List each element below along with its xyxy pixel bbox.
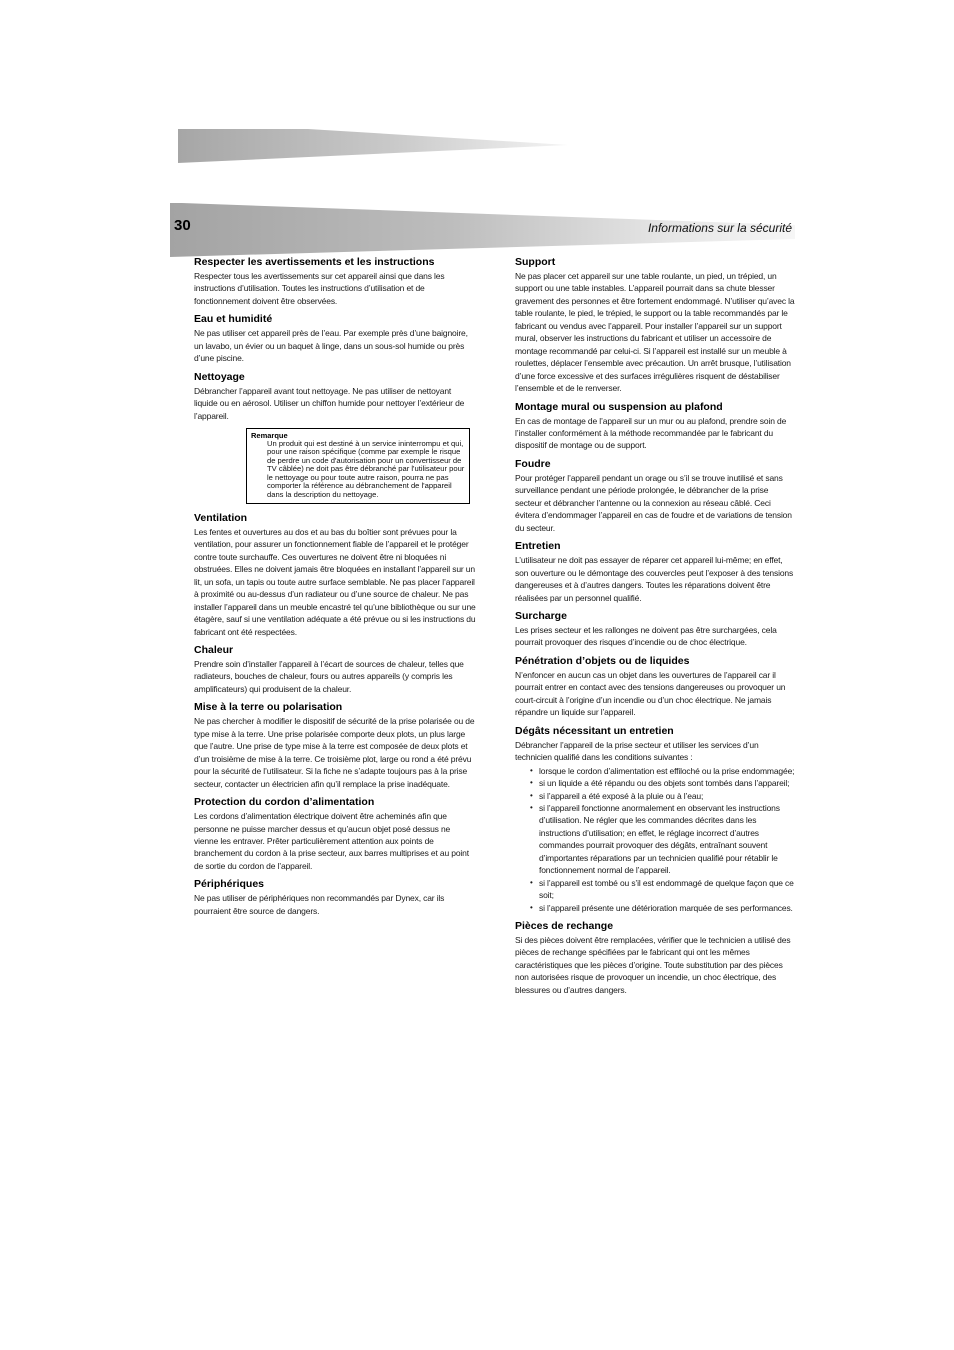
section-objects-liquids bbox=[515, 655, 795, 719]
bullet-icon: • bbox=[530, 765, 533, 775]
list-item bbox=[530, 765, 795, 777]
section-title: Foudre bbox=[515, 457, 551, 470]
section-servicing bbox=[515, 540, 795, 604]
section-title: Entretien bbox=[515, 540, 561, 553]
section-body: Prendre soin d’installer l’appareil à l’écart de sources de chaleur, telles que radiateurs, bouches de chaleur, fours ou autres appareils (y compris les amplificateurs) qui produisent de la chaleur. bbox=[194, 659, 464, 694]
section-title: Ventilation bbox=[194, 511, 248, 524]
section-title: Support bbox=[515, 256, 556, 268]
section-title: Pièces de rechange bbox=[515, 920, 614, 933]
section-wall-mount bbox=[515, 401, 795, 452]
section-title: Périphériques bbox=[194, 878, 265, 891]
list-item-text: si l’appareil a été exposé à la pluie ou à l’eau; bbox=[539, 790, 704, 801]
section-body: Les fentes et ouvertures au dos et au bas du boîtier sont prévues pour la ventilation, pour assurer un fonctionnement fiable de l’appareil et le protéger contre toute surchauffe. Ces ouvertures ne doivent être ni bloquées ni obstruées. Elles ne doivent jamais être bloquées en installant l’appareil sur un lit, un sofa, un tapis ou toute autre surface semblable. Ne pas placer l’appareil à proximité ou au-dessus d’un radiateur ou d’une source de chaleur. Ne pas installer l’appareil dans un meuble encastré tel qu’une bibliothèque ou sur une étagère, sauf si une ventilation adéquate a été prévue ou si les instructions du fabricant ont été respectées. bbox=[194, 526, 476, 637]
section-body: Ne pas chercher à modifier le dispositif de sécurité de la prise polarisée ou de type mise à la terre. Une prise polarisée comporte deux plots, un plus large que l’autre. Une prise de type mise à la terre est composée de deux plots et d’un troisième de mise à la terre. Ce troisième plot, large ou rond a été prévu pour la sécurité de l’utilisateur. Si la fiche ne s’adapte toujours pas à la prise secteur, contacter un électricien afin qu’il remplace la prise inadéquate. bbox=[194, 716, 475, 789]
section-body: Débrancher l’appareil de la prise secteur et utiliser les services d’un technicien qualifié dans les conditions suivantes : bbox=[515, 739, 759, 763]
section-body: N’enfoncer en aucun cas un objet dans les ouvertures de l’appareil car il pourrait entrer en contact avec des tensions dangereuses ou provoquer un court-circuit à l’origine d’un incendie ou d’un choc électrique. Ne jamais répandre un liquide sur l’appareil. bbox=[515, 669, 786, 718]
section-water bbox=[194, 313, 476, 364]
list-item-text: si l’appareil fonctionne anormalement en observant les instructions d’utilisation. Ne régler que les commandes décrites dans les instructions d’utilisation; en effet, le réglage incorrect d’autres commandes pourrait provoquer des dégâts, entraînant souvent d’importantes réparations par un technicien qualifié pour rétablir le fonctionnement normal de l’appareil. bbox=[539, 802, 780, 876]
section-title: Respecter les avertissements et les instructions bbox=[194, 256, 435, 268]
section-title: Pénétration d’objets ou de liquides bbox=[515, 654, 690, 667]
list-item-text: si l’appareil présente une détérioration marquée de ses performances. bbox=[539, 902, 793, 913]
section-body: Débrancher l’appareil avant tout nettoyage. Ne pas utiliser de nettoyant liquide ou en aérosol. Utiliser un chiffon humide pour nettoyer l’extérieur de l’appareil. bbox=[194, 385, 465, 421]
section-grounding bbox=[194, 701, 476, 790]
section-title: Eau et humidité bbox=[194, 313, 273, 326]
list-item bbox=[530, 877, 795, 902]
section-title: Mise à la terre ou polarisation bbox=[194, 701, 343, 714]
section-peripherals bbox=[194, 878, 476, 917]
section-title: Nettoyage bbox=[194, 370, 245, 383]
running-header-title: Informations sur la sécurité bbox=[647, 221, 792, 235]
section-warnings bbox=[194, 256, 476, 307]
section-body: Ne pas placer cet appareil sur une table roulante, un pied, un trépied, un support ou une table instables. L’appareil pourrait dans sa chute blesser gravement des personnes et être fortement endommagé. N’utiliser qu’avec la table roulante, le pied, le trépied, le support ou la table recommandés par le fabricant ou vendus avec l’appareil. Pour installer l’appareil sur un support mural, observer les instructions du fabricant et utiliser un accessoire de montage recommandé par celui-ci. Si l’appareil est installé sur un meuble à roulettes, déplacer l’ensemble avec précaution. Un arrêt brusque, l’utilisation d’une force excessive et des surfaces irrégulières risquent de déstabiliser l’ensemble et de le renverser. bbox=[515, 271, 795, 394]
note-box bbox=[246, 428, 470, 504]
section-title: Dégâts nécessitant un entretien bbox=[515, 724, 674, 737]
section-power-cord bbox=[194, 796, 476, 872]
section-title: Surcharge bbox=[515, 609, 567, 622]
section-title: Chaleur bbox=[194, 644, 234, 656]
list-item bbox=[530, 777, 795, 789]
section-title: Protection du cordon d’alimentation bbox=[194, 796, 375, 809]
section-lightning bbox=[515, 458, 795, 534]
list-item-text: si l’appareil est tombé ou s’il est endommagé de quelque façon que ce soit; bbox=[539, 877, 794, 901]
bullet-icon: • bbox=[530, 802, 533, 812]
list-item bbox=[530, 902, 795, 914]
section-body: Pour protéger l’appareil pendant un orage ou s’il se trouve inutilisé et sans surveillance pendant une période prolongée, le débrancher de la prise secteur et débrancher l’antenne ou la connexion au réseau câblé. Ceci évitera d’endommager l’appareil en cas de foudre et de variations de tension du secteur. bbox=[515, 472, 792, 533]
section-body: Ne pas utiliser de périphériques non recommandés par Dynex, car ils pourraient être source de dangers. bbox=[194, 893, 445, 916]
bullet-icon: • bbox=[530, 790, 533, 800]
list-item-text: si un liquide a été répandu ou des objets sont tombés dans l’appareil; bbox=[539, 778, 790, 789]
section-body: Les prises secteur et les rallonges ne doivent pas être surchargées, cela pourrait provoquer des risques d’incendie ou de choc électrique. bbox=[515, 624, 777, 648]
section-body: Si des pièces doivent être remplacées, vérifier que le technicien a utilisé des pièces de rechange spécifiées par le fabricant qui ont les mêmes caractéristiques que les pièces d’origine. Toute substitution par des pièces non autorisées risque de provoquer un incendie, un choc électrique, des blessures ou d’autres dangers. bbox=[515, 935, 791, 995]
section-body: L’utilisateur ne doit pas essayer de réparer cet appareil lui-même; en effet, son ouverture ou le démontage des couvercles peut l’exposer à des tensions dangereuses et à d’autres dangers. Toutes les réparations doivent être réalisées par un personnel qualifié. bbox=[515, 555, 794, 603]
section-title: Montage mural ou suspension au plafond bbox=[515, 400, 723, 413]
section-body: Ne pas utiliser cet appareil près de l’eau. Par exemple près d’une baignoire, un lavabo, un évier ou un baquet à linge, dans un sous-sol humide ou près d’une piscine. bbox=[194, 328, 468, 364]
right-column bbox=[515, 256, 795, 1002]
page-number: 30 bbox=[174, 217, 191, 234]
top-decorative-band bbox=[178, 129, 578, 165]
section-replacement-parts bbox=[515, 920, 795, 996]
section-cleaning bbox=[194, 371, 476, 422]
section-support bbox=[515, 256, 795, 395]
list-item bbox=[530, 790, 795, 802]
bullet-icon: • bbox=[530, 877, 533, 887]
condition-list bbox=[515, 765, 795, 914]
section-body: Les cordons d’alimentation électrique doivent être acheminés afin que personne ne puisse marcher dessus et qu’aucun objet posé dessus ne vienne les entraver. Prêter particulièrement attention aux points de branchement du cordon à la prise secteur, aux barres multiprises et au point de sortie du cordon de l’appareil. bbox=[194, 811, 469, 871]
section-ventilation bbox=[194, 512, 476, 638]
section-overload bbox=[515, 610, 795, 649]
section-heat bbox=[194, 644, 476, 695]
list-item bbox=[530, 802, 795, 877]
note-text: Un produit qui est destiné à un service ininterrompu et qui, pour une raison spécifique (comme par exemple le risque de perdre un code d'autorisation pour un convertisseur de TV câblée) ne doit pas être débranché par l'utilisateur pour le nettoyage ou pour toute autre raison, pourra ne pas comporter la référence au débranchement de l'appareil dans la description du nettoyage. bbox=[267, 439, 465, 499]
section-damage-service bbox=[515, 725, 795, 914]
left-column bbox=[194, 256, 476, 923]
bullet-icon: • bbox=[530, 778, 533, 788]
section-body: Respecter tous les avertissements sur cet appareil ainsi que dans les instructions d’utilisation. Toutes les instructions d’utilisation et de fonctionnement doivent être observées. bbox=[194, 271, 445, 306]
section-body: En cas de montage de l’appareil sur un mur ou au plafond, prendre soin de l’installer conformément à la méthode recommandée par le fabricant du dispositif de montage ou de support. bbox=[515, 415, 787, 451]
note-title: Remarque bbox=[251, 431, 288, 441]
list-item-text: lorsque le cordon d’alimentation est effiloché ou la prise endommagée; bbox=[539, 765, 795, 776]
bullet-icon: • bbox=[530, 902, 533, 912]
